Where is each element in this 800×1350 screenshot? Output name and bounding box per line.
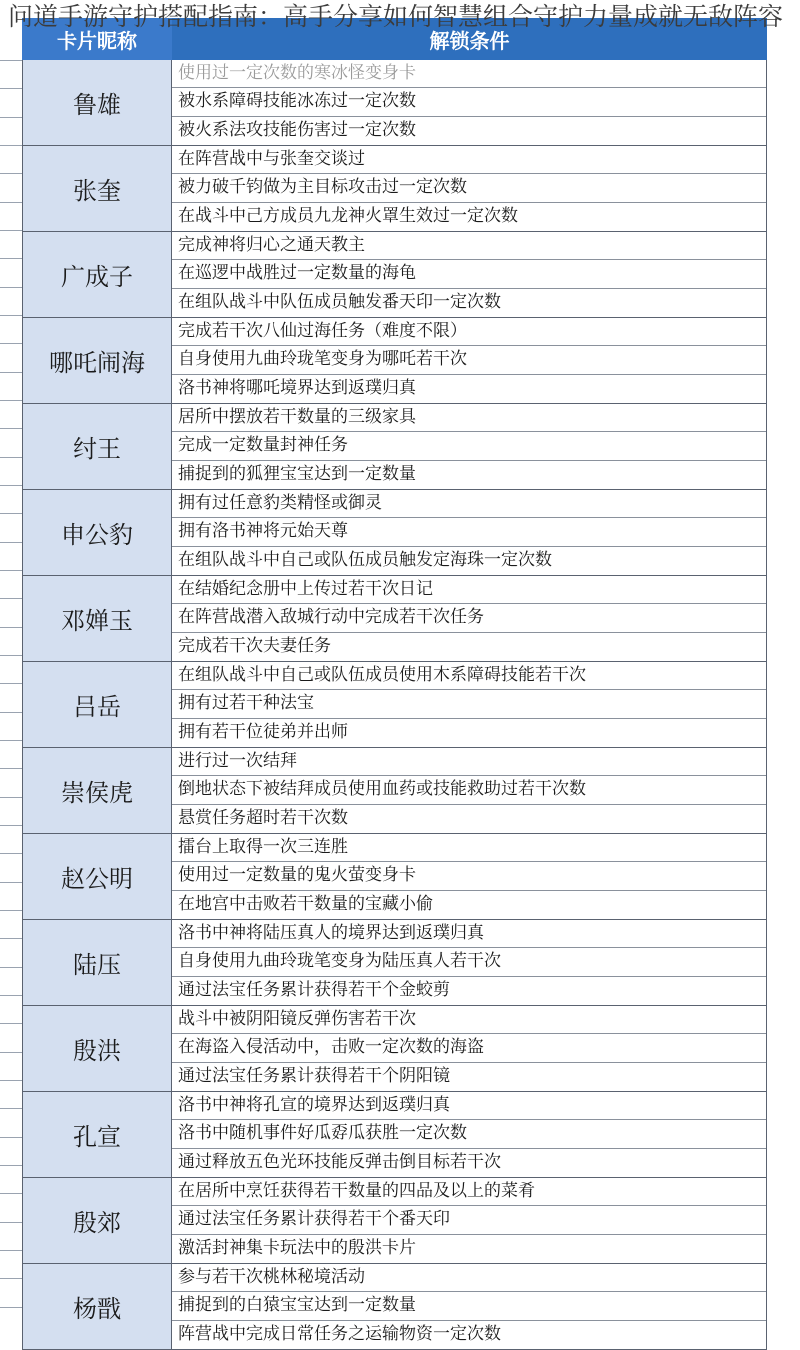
condition-cell: 在结婚纪念册中上传过若干次日记 [172,576,766,604]
condition-cell: 拥有过若干种法宝 [172,690,766,718]
card-group [22,834,767,920]
condition-cell: 洛书中神将陆压真人的境界达到返璞归真 [172,920,766,948]
row-divider [0,1052,22,1053]
condition-cell: 通过法宝任务累计获得若干个阴阳镜 [178,1065,450,1086]
card-group [22,318,767,404]
condition-list [172,232,767,317]
condition-cell: 捕捉到的白猿宝宝达到一定数量 [172,1292,766,1320]
condition-cell: 在居所中烹饪获得若干数量的四品及以上的菜肴 [172,1178,766,1206]
card-name: 纣王 [22,404,172,489]
row-divider [0,485,22,486]
row-divider [0,1307,22,1308]
condition-cell: 完成神将归心之通天教主 [172,232,766,260]
condition-list [172,920,767,1005]
condition-list [172,834,767,919]
card-name: 孔宣 [22,1092,172,1177]
row-divider [0,598,22,599]
condition-cell: 居所中摆放若干数量的三级家具 [172,404,766,432]
condition-cell: 在巡逻中战胜过一定数量的海龟 [172,260,766,288]
condition-list [172,1092,767,1177]
condition-cell: 洛书神将哪吒境界达到返璞归真 [178,377,416,398]
condition-cell: 被力破千钧做为主目标攻击过一定次数 [172,174,766,202]
card-group [22,1006,767,1092]
row-divider [0,910,22,911]
card-name: 申公豹 [22,490,172,575]
row-divider [0,967,22,968]
card-name: 赵公明 [22,834,172,919]
row-divider [0,825,22,826]
row-divider [0,1250,22,1251]
row-divider [0,457,22,458]
row-divider [0,712,22,713]
condition-list [172,662,767,747]
condition-list [172,1178,767,1263]
row-divider [0,683,22,684]
row-divider [0,230,22,231]
condition-list [172,146,767,231]
condition-list [172,1006,767,1091]
card-group [22,490,767,576]
condition-list [172,60,767,145]
condition-list [172,404,767,489]
row-divider [0,513,22,514]
row-divider [0,1080,22,1081]
header-card-name: 卡片昵称 [22,18,172,60]
condition-cell: 通过法宝任务累计获得若干个番天印 [172,1206,766,1234]
condition-cell: 拥有若干位徒弟并出师 [178,721,348,742]
condition-cell: 完成若干次八仙过海任务（难度不限） [172,318,766,346]
condition-cell: 参与若干次桃林秘境活动 [172,1264,766,1292]
row-divider [0,88,22,89]
card-name: 殷洪 [22,1006,172,1091]
condition-cell: 在阵营战潜入敌城行动中完成若干次任务 [172,604,766,632]
card-group [22,748,767,834]
condition-list [172,490,767,575]
row-divider [0,173,22,174]
condition-cell: 洛书中随机事件好瓜孬瓜获胜一定次数 [172,1120,766,1148]
row-divider [0,372,22,373]
card-group [22,1178,767,1264]
card-name: 殷郊 [22,1178,172,1263]
condition-list [172,576,767,661]
row-divider [0,117,22,118]
condition-list [172,318,767,403]
row-divider [0,1165,22,1166]
row-divider [0,428,22,429]
condition-list [172,1264,767,1349]
condition-cell: 被水系障碍技能冰冻过一定次数 [172,88,766,116]
row-divider [0,202,22,203]
card-name: 吕岳 [22,662,172,747]
card-group [22,232,767,318]
condition-cell: 战斗中被阴阳镜反弹伤害若干次 [172,1006,766,1034]
condition-cell: 进行过一次结拜 [172,748,766,776]
condition-cell: 完成若干次夫妻任务 [178,635,331,656]
row-divider [0,995,22,996]
condition-cell: 捕捉到的狐狸宝宝达到一定数量 [178,463,416,484]
condition-cell: 悬赏任务超时若干次数 [178,807,348,828]
row-divider [0,400,22,401]
condition-cell: 洛书中神将孔宣的境界达到返璞归真 [172,1092,766,1120]
condition-cell: 倒地状态下被结拜成员使用血药或技能救助过若干次数 [172,776,766,804]
row-divider [0,1108,22,1109]
row-divider [0,938,22,939]
condition-cell: 阵营战中完成日常任务之运输物资一定次数 [178,1323,501,1344]
row-divider [0,1193,22,1194]
condition-cell: 被火系法攻技能伤害过一定次数 [178,119,416,140]
row-divider [0,1023,22,1024]
card-name: 陆压 [22,920,172,1005]
card-group [22,576,767,662]
card-group [22,146,767,232]
card-name: 崇侯虎 [22,748,172,833]
card-name: 邓婵玉 [22,576,172,661]
row-divider [0,542,22,543]
row-divider [0,797,22,798]
condition-cell: 自身使用九曲玲珑笔变身为哪吒若干次 [172,346,766,374]
row-divider [0,1278,22,1279]
row-divider [0,853,22,854]
condition-cell: 完成一定数量封神任务 [172,432,766,460]
card-group [22,662,767,748]
row-divider [0,315,22,316]
row-divider [0,768,22,769]
card-name: 鲁雄 [22,60,172,145]
row-divider [0,570,22,571]
condition-cell: 自身使用九曲玲珑笔变身为陆压真人若干次 [172,948,766,976]
row-divider [0,627,22,628]
table-body [22,60,767,1350]
card-name: 哪吒闹海 [22,318,172,403]
condition-cell: 在组队战斗中自己或队伍成员触发定海珠一定次数 [178,549,552,570]
card-name: 张奎 [22,146,172,231]
row-divider [0,60,22,61]
condition-cell: 通过释放五色光环技能反弹击倒目标若干次 [178,1151,501,1172]
condition-cell: 在地宫中击败若干数量的宝藏小偷 [178,893,433,914]
row-divider [0,1137,22,1138]
condition-list [172,748,767,833]
condition-cell: 使用过一定次数的寒冰怪变身卡 [172,60,766,88]
card-group [22,1264,767,1350]
card-group [22,60,767,146]
condition-cell: 激活封神集卡玩法中的殷洪卡片 [178,1237,416,1258]
page-title: 问道手游守护搭配指南：高手分享如何智慧组合守护力量成就无敌阵容 [8,2,784,31]
card-name: 杨戬 [22,1264,172,1349]
card-group [22,920,767,1006]
row-divider [0,145,22,146]
condition-cell: 擂台上取得一次三连胜 [172,834,766,862]
condition-cell: 在组队战斗中自己或队伍成员使用木系障碍技能若干次 [172,662,766,690]
card-group [22,404,767,490]
header-unlock-condition: 解锁条件 [429,28,510,53]
condition-cell: 在战斗中己方成员九龙神火罩生效过一定次数 [178,205,518,226]
row-divider [0,740,22,741]
row-divider [0,343,22,344]
condition-cell: 使用过一定数量的鬼火萤变身卡 [172,862,766,890]
condition-cell: 通过法宝任务累计获得若干个金蛟剪 [178,979,450,1000]
row-divider [0,1222,22,1223]
condition-cell: 拥有过任意豹类精怪或御灵 [172,490,766,518]
condition-cell: 在组队战斗中队伍成员触发番天印一定次数 [178,291,501,312]
row-divider [0,287,22,288]
row-divider [0,882,22,883]
condition-cell: 在阵营战中与张奎交谈过 [172,146,766,174]
row-divider [0,655,22,656]
condition-cell: 在海盗入侵活动中，击败一定次数的海盗 [172,1034,766,1062]
row-divider [0,258,22,259]
card-name: 广成子 [22,232,172,317]
condition-cell: 拥有洛书神将元始天尊 [172,518,766,546]
card-group [22,1092,767,1178]
